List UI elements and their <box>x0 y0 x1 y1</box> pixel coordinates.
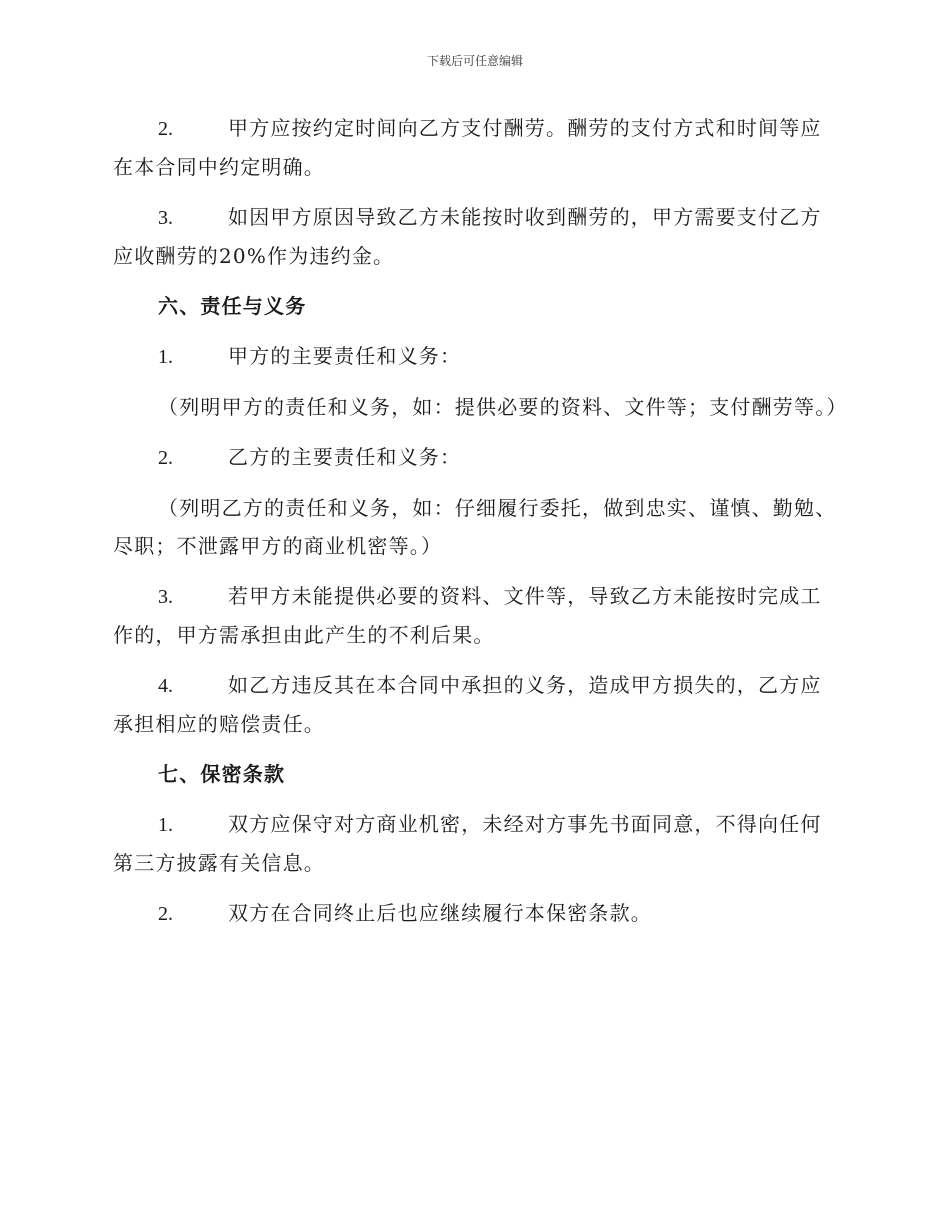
document-body <box>113 109 848 945</box>
clause-text: 双方应保守对方商业机密，未经对方事先书面同意，不得向任何第三方披露有关信息。 <box>113 812 822 875</box>
clause-number: 2. <box>158 447 173 469</box>
clause-text: 甲方的主要责任和义务： <box>228 344 462 368</box>
clause-responsibility-1 <box>113 337 838 376</box>
page-header: 下载后可任意编辑 <box>426 54 523 68</box>
clause-confidentiality-1 <box>113 805 838 882</box>
clause-number: 1. <box>158 814 173 836</box>
clause-number: 1. <box>158 346 173 368</box>
clause-note-party-a: （列明甲方的责任和义务，如：提供必要的资料、文件等；支付酬劳等。） <box>158 395 848 419</box>
clause-text: 如乙方违反其在本合同中承担的义务，造成甲方损失的，乙方应承担相应的赔偿责任。 <box>113 673 822 736</box>
clause-text: 乙方的主要责任和义务： <box>228 445 462 469</box>
clause-responsibility-2 <box>113 438 838 477</box>
clause-number: 3. <box>158 207 173 229</box>
clause-text: 双方在合同终止后也应继续履行本保密条款。 <box>228 901 652 925</box>
clause-number: 2. <box>158 118 173 140</box>
clause-text: 如因甲方原因导致乙方未能按时收到酬劳的，甲方需要支付乙方应收酬劳的20%作为违约金。 <box>113 205 822 268</box>
section-heading-confidentiality: 七、保密条款 <box>158 762 286 786</box>
clause-responsibility-4 <box>113 666 838 743</box>
clause-text: 若甲方未能提供必要的资料、文件等，导致乙方未能按时完成工作的，甲方需承担由此产生的不利后果。 <box>113 584 822 647</box>
clause-note-party-b: （列明乙方的责任和义务，如：仔细履行委托，做到忠实、谨慎、勤勉、尽职；不泄露甲方的商业机密等。） <box>113 496 837 558</box>
clause-payment-3 <box>113 198 838 275</box>
clause-confidentiality-2 <box>113 894 838 933</box>
clause-number: 2. <box>158 903 173 925</box>
clause-number: 4. <box>158 675 173 697</box>
section-heading-responsibilities: 六、责任与义务 <box>158 294 307 318</box>
clause-number: 3. <box>158 586 173 608</box>
clause-responsibility-3 <box>113 577 838 654</box>
clause-text: 甲方应按约定时间向乙方支付酬劳。酬劳的支付方式和时间等应在本合同中约定明确。 <box>113 116 822 179</box>
clause-payment-2 <box>113 109 838 186</box>
